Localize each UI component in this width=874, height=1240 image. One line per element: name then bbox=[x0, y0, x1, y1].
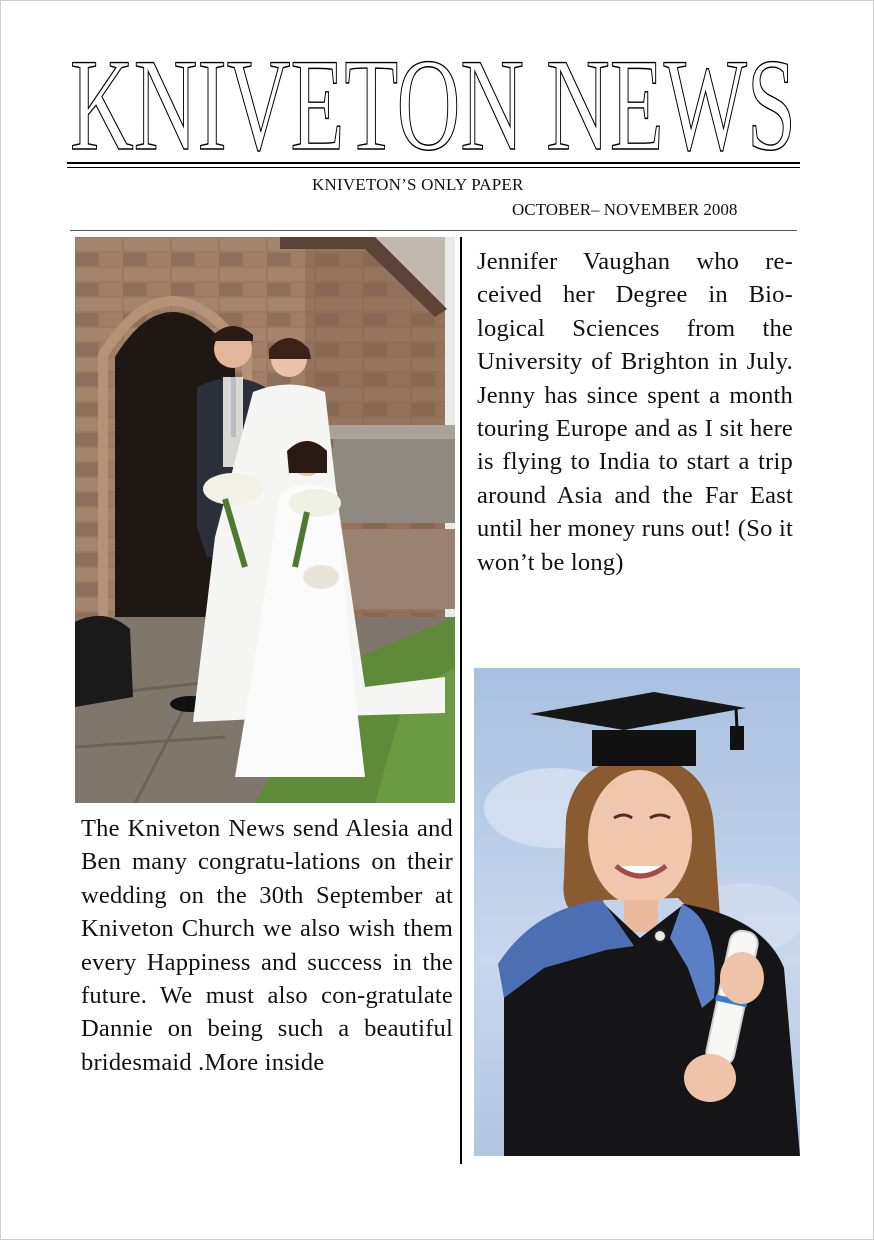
wedding-article: The Kniveton News send Alesia and Ben many congratu-lations on their wedding on the 30th September at Kniveton Church we also wish them every Happiness and success in the future. We must also con-gratulate Dannie on being such a beautiful bridesmaid .More inside bbox=[81, 815, 453, 1076]
graduation-photo bbox=[474, 668, 800, 1156]
wedding-photo-illustration bbox=[75, 237, 455, 803]
graduation-photo-illustration bbox=[474, 668, 800, 1156]
issue-date: OCTOBER– NOVEMBER 2008 bbox=[512, 200, 738, 219]
column-divider bbox=[460, 237, 462, 1164]
masthead-title bbox=[68, 40, 798, 158]
wedding-photo bbox=[75, 237, 455, 803]
header-bottom-rule bbox=[70, 230, 797, 231]
masthead-svg bbox=[68, 40, 798, 158]
masthead-title-text: KNIVETON NEWS bbox=[70, 40, 796, 158]
masthead-rule-thin bbox=[67, 167, 800, 168]
masthead-rule-thick bbox=[67, 162, 800, 164]
graduation-article: Jennifer Vaughan who re-ceived her Degree in Bio-logical Sciences from the University of Brighton in July. Jenny has since spent a month touring Europe and as I sit here is flying to India to start a trip around Asia and the Far East until her money runs out! (So it won’t be long) bbox=[477, 248, 793, 576]
tagline: KNIVETON’S ONLY PAPER bbox=[312, 175, 524, 194]
